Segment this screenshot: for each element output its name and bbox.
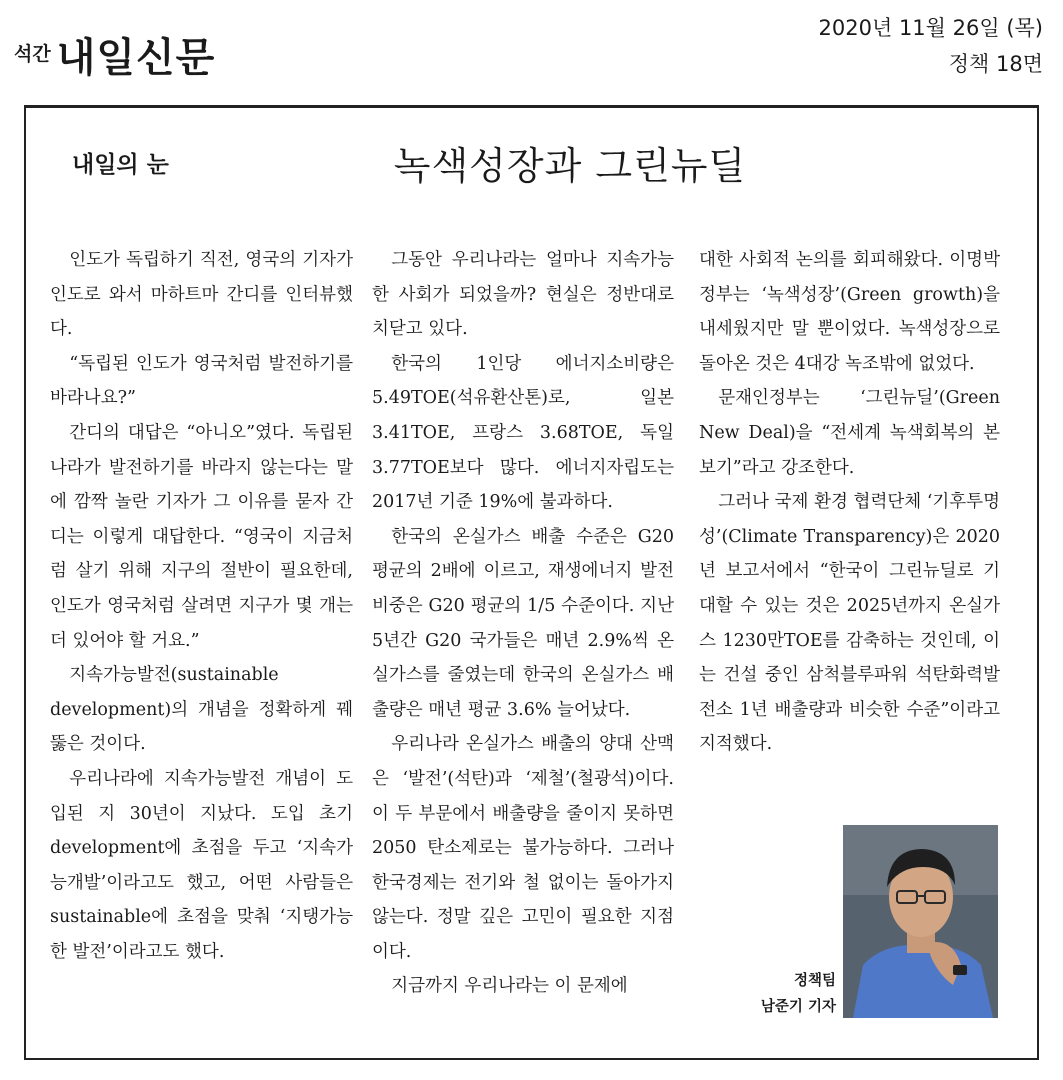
paragraph: 우리나라 온실가스 배출의 양대 산맥은 ‘발전’(석탄)과 ‘제철’(철광석)이다. 이 두 부문에서 배출량을 줄이지 못하면 2050 탄소제로는 불가능하다. 그러나 한국경제는 전기와 철 없이는 돌아가지 않는다. 정말 깊은 고민이 필요한 지점이다. [372,734,674,962]
paragraph: 한국의 1인당 에너지소비량은 5.49TOE(석유환산톤)로, 일본 3.41TOE, 프랑스 3.68TOE, 독일 3.77TOE보다 많다. 에너지자립도는 2017년 기준 19%에 불과하다. [372,353,674,513]
article-column-2 [372,243,674,1004]
reporter-photo [843,825,998,1018]
masthead [0,0,1063,100]
caption-team: 정책팀 [793,973,836,989]
article-column-1 [50,243,353,969]
caption-reporter: 남준기 기자 [760,999,836,1015]
paragraph: “독립된 인도가 영국처럼 발전하기를 바라나요?” [50,353,353,409]
paragraph: 한국의 온실가스 배출 수준은 G20 평균의 2배에 이르고, 재생에너지 발전 비중은 G20 평균의 1/5 수준이다. 지난 5년간 G20 국가들은 매년 2.9%씩 온실가스를 줄였는데 한국의 온실가스 배출량은 매년 평균 3.6% 늘어났다. [372,526,674,720]
newspaper-logo [14,36,215,80]
logo-title: 내일신문 [56,35,216,81]
paragraph: 그동안 우리나라는 얼마나 지속가능한 사회가 되었을까? 현실은 정반대로 치닫고 있다. [372,250,674,340]
paragraph: 문재인정부는 ‘그린뉴딜’(Green New Deal)을 “전세계 녹색회복의 본보기”라고 강조한다. [699,388,1000,478]
headline: 녹색성장과 그린뉴딜 [393,144,747,188]
paragraph: 지금까지 우리나라는 이 문제에 [391,976,628,997]
logo-edition-label: 석간 [14,43,51,65]
paragraph: 지속가능발전(sustainable development)의 개념을 정확하게 꿰뚫은 것이다. [50,665,353,755]
paragraph: 대한 사회적 논의를 회피해왔다. 이명박정부는 ‘녹색성장’(Green growth)을 내세웠지만 말 뿐이었다. 녹색성장으로 돌아온 것은 4대강 녹조밖에 없었다. [699,250,1000,374]
article-column-3 [699,243,1000,762]
paragraph: 인도가 독립하기 직전, 영국의 기자가 인도로 와서 마하트마 간디를 인터뷰했다. [50,250,353,340]
issue-meta [819,10,1043,82]
reporter-portrait-image [843,825,998,1018]
issue-date: 2020년 11월 26일 (목) [818,16,1043,40]
paragraph: 간디의 대답은 “아니오”였다. 독립된 나라가 발전하기를 바라지 않는다는 말에 깜짝 놀란 기자가 그 이유를 묻자 간디는 이렇게 대답한다. “영국이 지금처럼 살기 위해 지구의 절반이 필요한데, 인도가 영국처럼 살려면 지구가 몇 개는 더 있어야 할 거요.” [50,422,353,651]
page-section: 정책 18면 [948,52,1043,76]
photo-caption [752,968,836,1020]
column-name: 내일의 눈 [72,152,169,178]
paragraph: 그러나 국제 환경 협력단체 ‘기후투명성’(Climate Transparency)은 2020년 보고서에서 “한국이 그린뉴딜로 기대할 수 있는 것은 2025년까지 온실가스 1230만TOE를 감축하는 것인데, 이는 건설 중인 삼척블루파워 석탄화력발전소 1년 배출량과 비슷한 수준”이라고 지적했다. [699,492,1000,755]
paragraph: 우리나라에 지속가능발전 개념이 도입된 지 30년이 지났다. 도입 초기 development에 초점을 두고 ‘지속가능개발’이라고도 했고, 어떤 사람들은 sustainable에 초점을 맞춰 ‘지탱가능한 발전’이라고도 했다. [50,768,353,962]
